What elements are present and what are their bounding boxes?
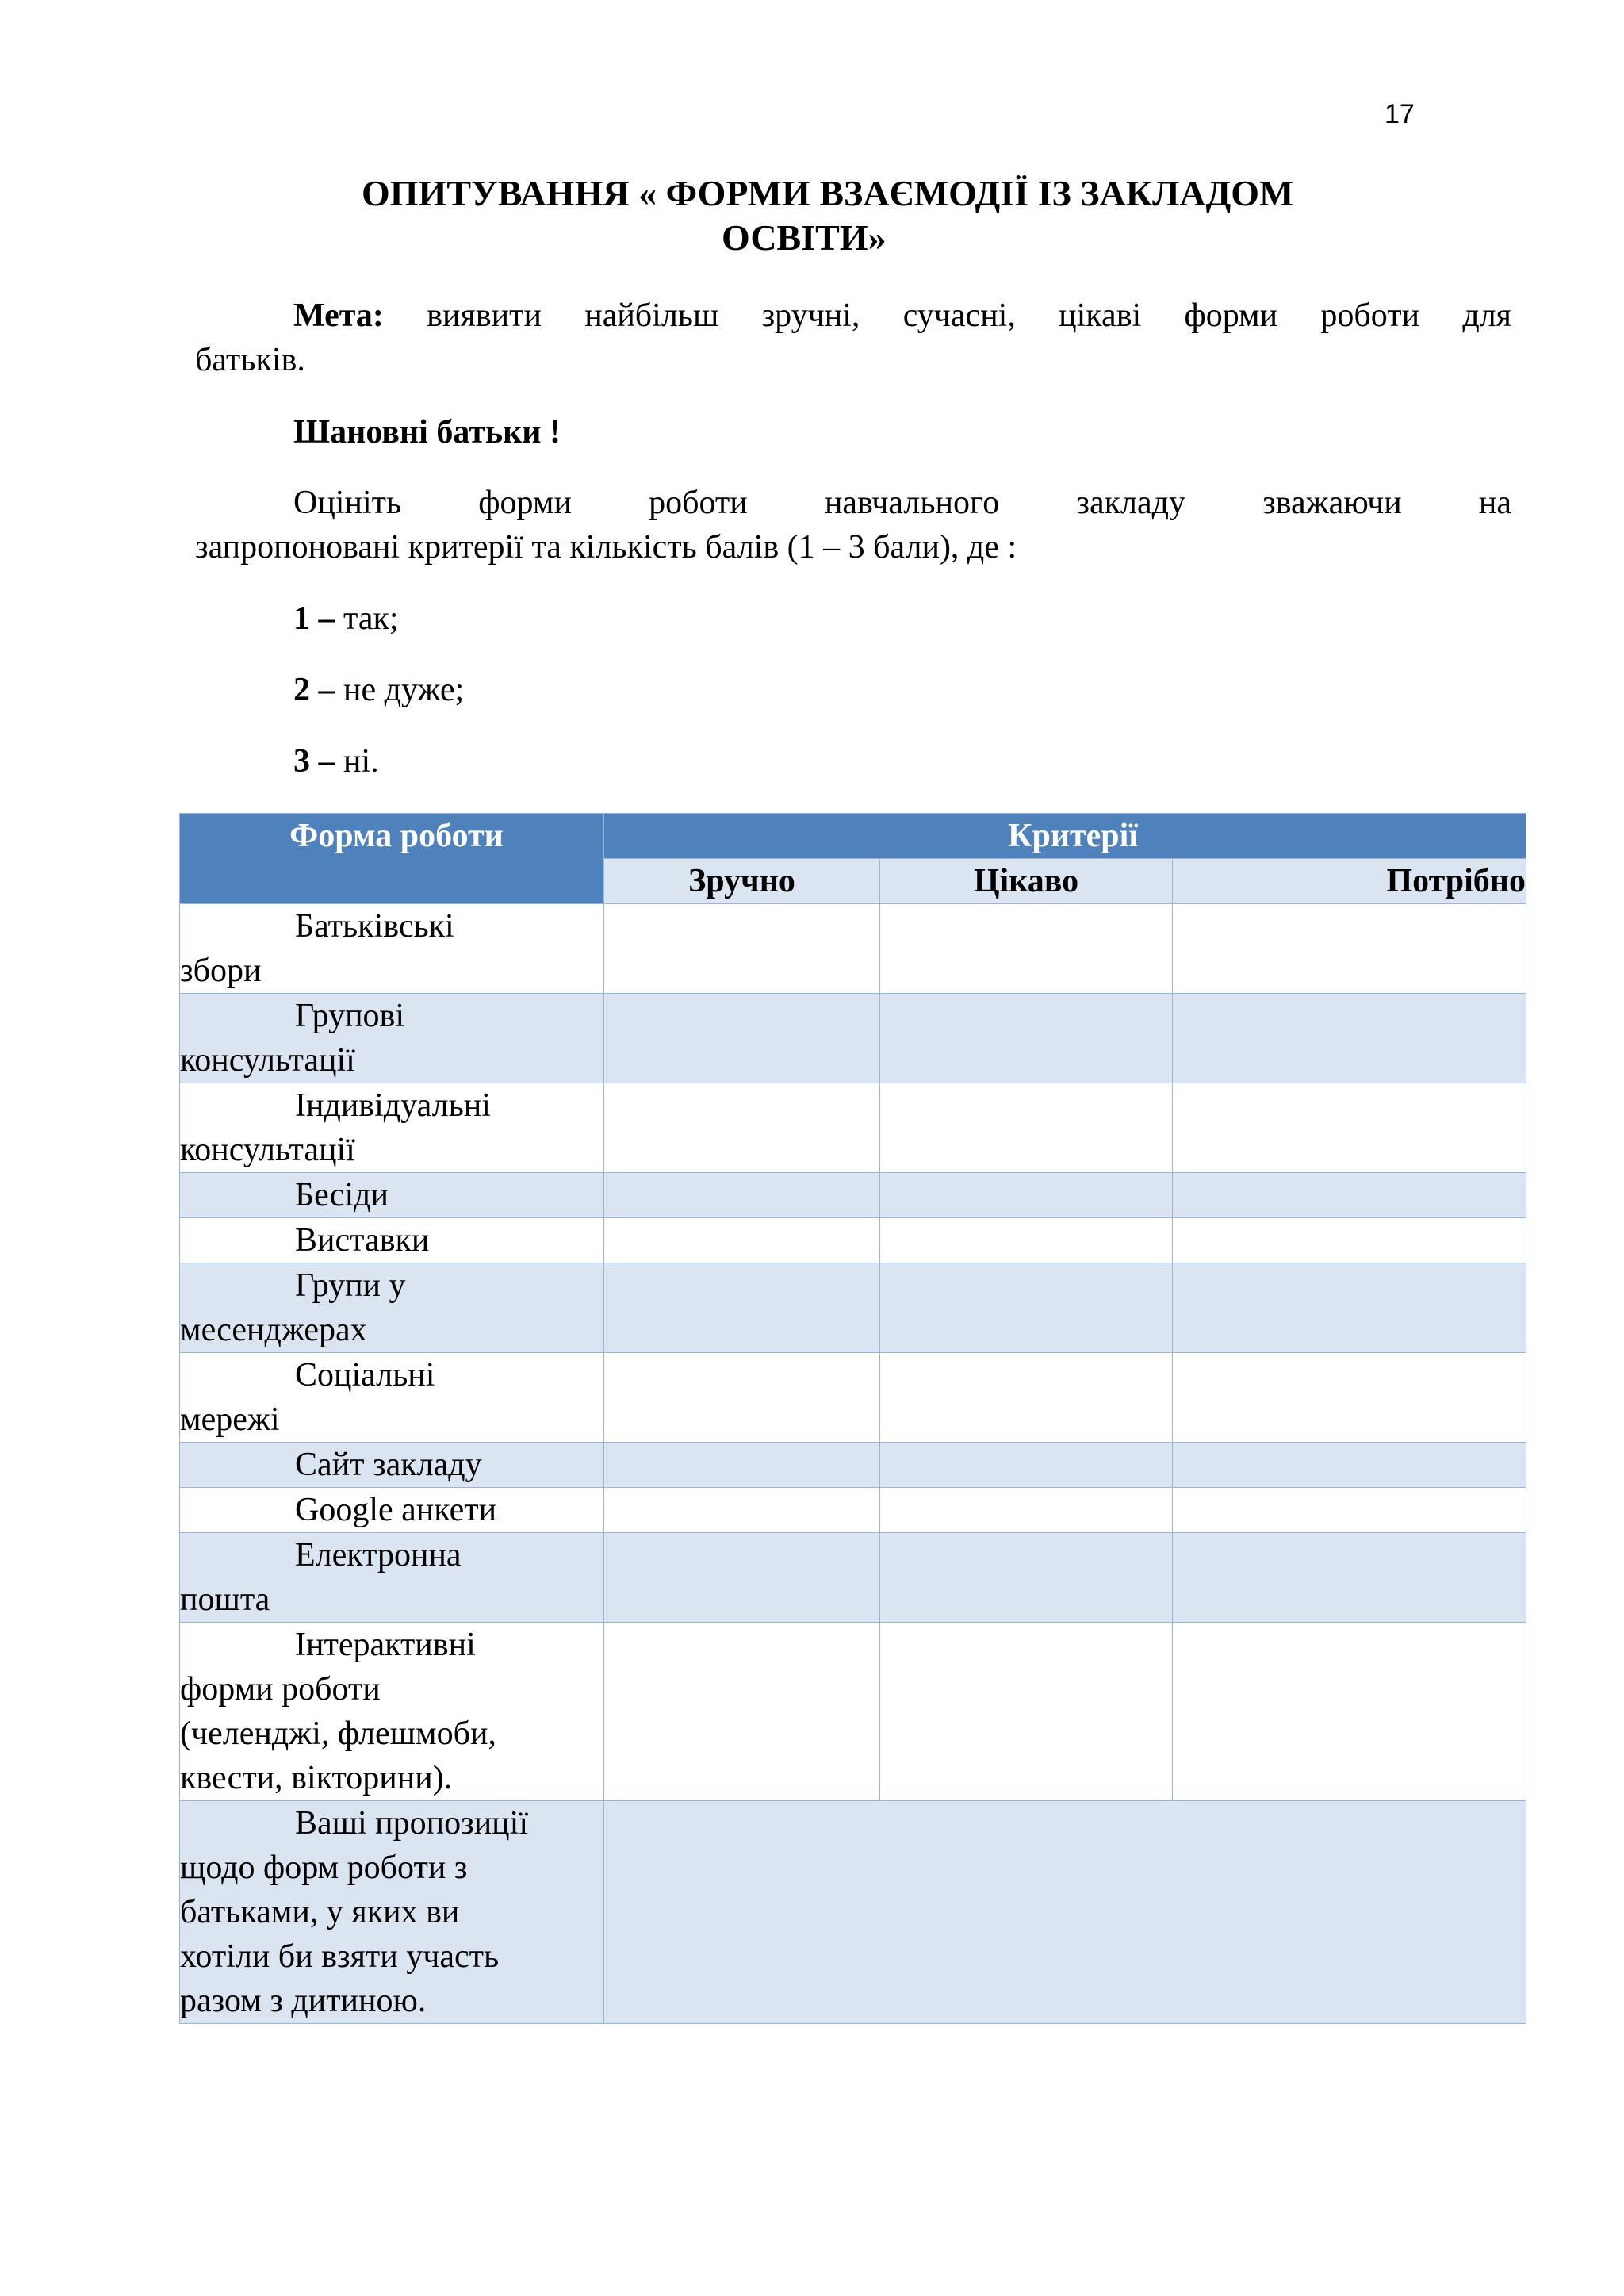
rating-cell[interactable]	[880, 1083, 1173, 1173]
form-of-work-line: збори	[180, 953, 262, 989]
table-row	[180, 1083, 1526, 1173]
goal-label: Мета:	[293, 297, 384, 334]
goal-text-1: виявити найбільш зручні, сучасні, цікаві форми роботи для	[383, 297, 1511, 334]
rating-cell[interactable]	[880, 904, 1173, 994]
suggestions-line: разом з дитиною.	[180, 1983, 427, 2019]
form-of-work-line: месенджерах	[180, 1312, 367, 1348]
form-of-work-line: Виставки	[295, 1222, 430, 1259]
form-of-work-cell	[180, 904, 604, 994]
form-of-work-cell	[180, 1533, 604, 1623]
rating-cell[interactable]	[1173, 994, 1526, 1083]
scale-item-2	[195, 668, 1511, 712]
form-of-work-line: Інтерактивні	[295, 1627, 476, 1663]
form-of-work-cell	[180, 1173, 604, 1218]
rating-cell[interactable]	[1173, 904, 1526, 994]
suggestions-input-cell[interactable]	[604, 1801, 1526, 2024]
table-row	[180, 1353, 1526, 1443]
rating-cell[interactable]	[1173, 1443, 1526, 1488]
rating-cell[interactable]	[604, 1083, 880, 1173]
table-row	[180, 1218, 1526, 1263]
rating-cell[interactable]	[880, 1353, 1173, 1443]
rating-cell[interactable]	[880, 1623, 1173, 1801]
instruction-line-1: Оцініть форми роботи навчального закладу зважаючи на	[293, 485, 1511, 521]
form-of-work-cell	[180, 1353, 604, 1443]
instruction-line-2: запропоновані критерії та кількість балів (1 – 3 бали), де :	[195, 529, 1017, 565]
rating-cell[interactable]	[604, 904, 880, 994]
table-row	[180, 1488, 1526, 1533]
form-of-work-line: Бесіди	[295, 1177, 389, 1213]
rating-cell[interactable]	[604, 1443, 880, 1488]
suggestions-line: батьками, у яких ви	[180, 1894, 460, 1930]
rating-cell[interactable]	[604, 994, 880, 1083]
rating-cell[interactable]	[604, 1173, 880, 1218]
form-of-work-line: пошта	[180, 1581, 270, 1618]
form-of-work-cell	[180, 1488, 604, 1533]
rating-cell[interactable]	[1173, 1488, 1526, 1533]
scale-item-3	[195, 739, 1511, 784]
form-of-work-line: консультації	[180, 1042, 355, 1079]
rating-cell[interactable]	[1173, 1533, 1526, 1623]
suggestions-line: щодо форм роботи з	[180, 1849, 468, 1886]
form-of-work-line: Сайт закладу	[295, 1447, 482, 1483]
criteria-convenient: Зручно	[604, 859, 880, 904]
form-of-work-line: Електронна	[295, 1537, 462, 1573]
rating-cell[interactable]	[604, 1218, 880, 1263]
rating-cell[interactable]	[1173, 1218, 1526, 1263]
rating-cell[interactable]	[880, 1533, 1173, 1623]
header-criteria: Критерії	[604, 814, 1526, 859]
rating-cell[interactable]	[604, 1488, 880, 1533]
scale-text-1: так;	[335, 600, 399, 637]
rating-cell[interactable]	[1173, 1353, 1526, 1443]
table-row	[180, 1623, 1526, 1801]
form-of-work-line: квести, вікторини).	[180, 1760, 453, 1796]
scale-item-1	[195, 596, 1511, 641]
rating-cell[interactable]	[604, 1533, 880, 1623]
form-of-work-line: Батьківські	[295, 908, 454, 945]
suggestions-line: хотіли би взяти участь	[180, 1938, 500, 1975]
rating-cell[interactable]	[880, 1218, 1173, 1263]
form-of-work-line: Групи у	[295, 1267, 406, 1304]
table-header-row	[180, 814, 1526, 859]
form-of-work-line: (челенджі, флешмоби,	[180, 1715, 496, 1752]
title-line-1: ОПИТУВАННЯ « ФОРМИ ВЗАЄМОДІЇ ІЗ ЗАКЛАДОМ	[362, 173, 1294, 213]
scale-num-1: 1 –	[293, 600, 335, 637]
form-of-work-line: мережі	[180, 1401, 280, 1438]
form-of-work-cell	[180, 1083, 604, 1173]
table-row	[180, 904, 1526, 994]
form-of-work-line: Соціальні	[295, 1357, 435, 1393]
title-line-2: ОСВІТИ»	[722, 217, 887, 258]
rating-cell[interactable]	[604, 1263, 880, 1353]
page-number: 17	[1385, 99, 1415, 129]
form-of-work-cell	[180, 994, 604, 1083]
form-of-work-line: консультації	[180, 1132, 355, 1168]
criteria-needed: Потрібно	[1173, 859, 1526, 904]
scale-text-2: не дуже;	[335, 672, 465, 708]
goal-line-2: батьків.	[195, 342, 305, 378]
form-of-work-line: Індивідуальні	[295, 1087, 491, 1124]
goal-line-1	[195, 293, 1511, 338]
rating-cell[interactable]	[604, 1353, 880, 1443]
suggestions-line: Ваші пропозиції	[295, 1805, 528, 1842]
survey-table	[179, 813, 1526, 2024]
scale-text-3: ні.	[335, 743, 379, 780]
table-row	[180, 1533, 1526, 1623]
form-of-work-cell	[180, 1218, 604, 1263]
table-row	[180, 1443, 1526, 1488]
rating-cell[interactable]	[604, 1623, 880, 1801]
scale-num-2: 2 –	[293, 672, 335, 708]
rating-cell[interactable]	[1173, 1173, 1526, 1218]
scale-num-3: 3 –	[293, 743, 335, 780]
criteria-interesting: Цікаво	[880, 859, 1173, 904]
rating-cell[interactable]	[880, 1488, 1173, 1533]
rating-cell[interactable]	[880, 1173, 1173, 1218]
table-row	[180, 1173, 1526, 1218]
rating-cell[interactable]	[880, 1263, 1173, 1353]
suggestions-label-cell	[180, 1801, 604, 2024]
rating-cell[interactable]	[1173, 1263, 1526, 1353]
form-of-work-cell	[180, 1623, 604, 1801]
rating-cell[interactable]	[1173, 1623, 1526, 1801]
form-of-work-cell	[180, 1263, 604, 1353]
table-row	[180, 1263, 1526, 1353]
suggestions-row	[180, 1801, 1526, 2024]
table-row	[180, 994, 1526, 1083]
rating-cell[interactable]	[880, 994, 1173, 1083]
form-of-work-line: Групові	[295, 998, 405, 1034]
form-of-work-cell	[180, 1443, 604, 1488]
header-form-of-work: Форма роботи	[180, 814, 604, 904]
rating-cell[interactable]	[880, 1443, 1173, 1488]
form-of-work-line: форми роботи	[180, 1671, 381, 1708]
form-of-work-line: Google анкети	[295, 1492, 497, 1528]
rating-cell[interactable]	[1173, 1083, 1526, 1173]
greeting: Шановні батьки !	[293, 414, 561, 450]
